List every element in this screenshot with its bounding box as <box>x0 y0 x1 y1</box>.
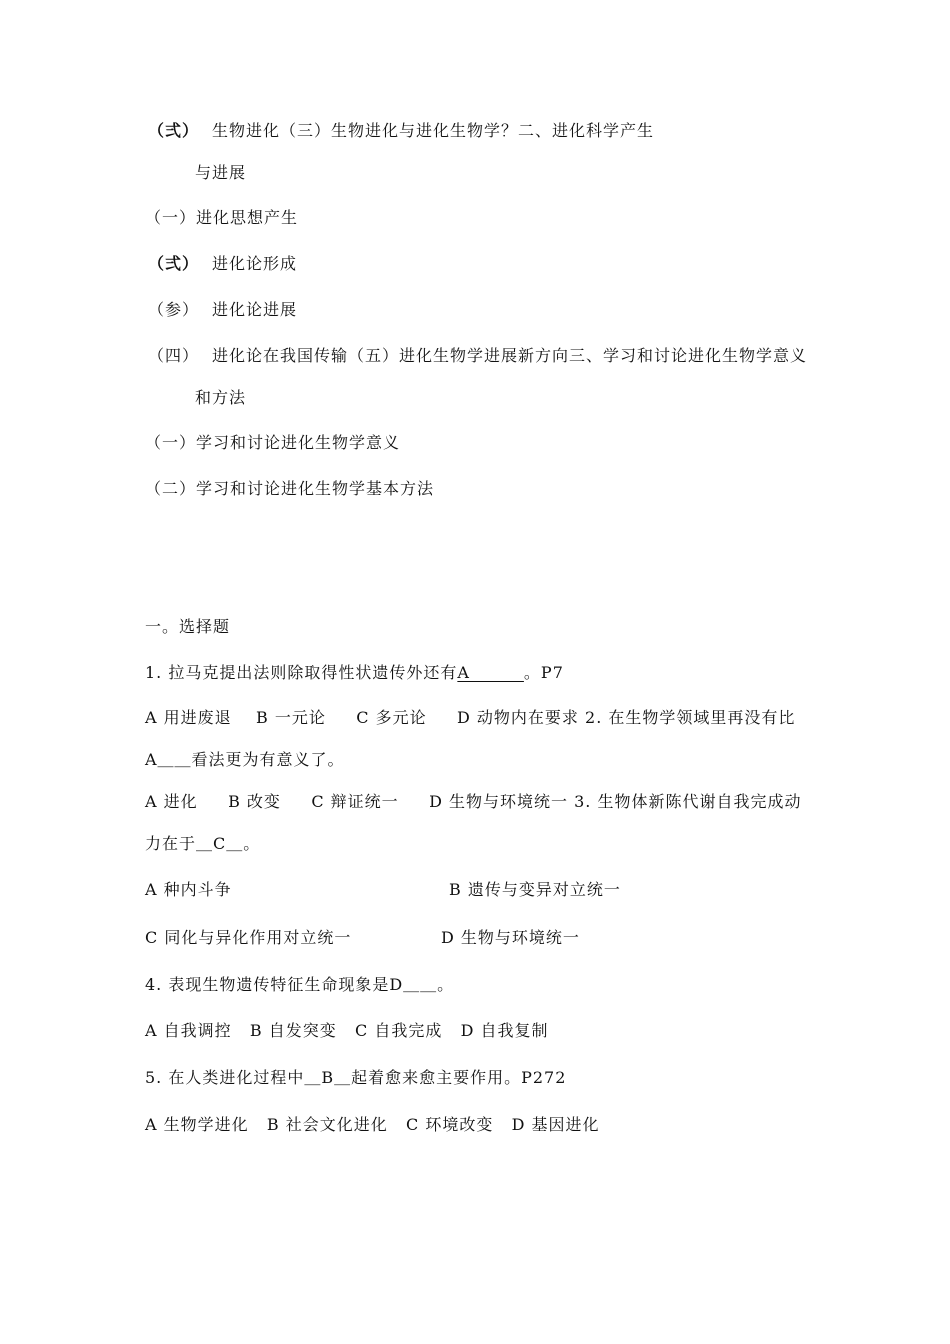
outline-item-text: 进化论在我国传输（五）进化生物学进展新方向三、学习和讨论进化生物学意义 <box>212 346 808 365</box>
outline-item: （一）进化思想产生 <box>145 208 299 227</box>
outline-item-prefix: （弍） <box>148 254 200 273</box>
option-b: B 遗传与变异对立统一 <box>449 880 621 899</box>
question-text: A＿＿看法更为有意义了。 <box>145 750 345 769</box>
outline-item-continuation: 和方法 <box>195 388 247 407</box>
question-text: 1. 拉马克提出法则除取得性状遗传外还有 <box>145 663 458 682</box>
outline-item: （二）学习和讨论进化生物学基本方法 <box>145 479 435 498</box>
question-5: 5. 在人类进化过程中＿B＿起着愈来愈主要作用。P272 <box>145 1068 567 1087</box>
question-1 <box>145 663 564 683</box>
question-options: A 自我调控 B 自发突变 C 自我完成 D 自我复制 <box>145 1021 549 1040</box>
outline-item-text: 进化论形成 <box>212 254 298 273</box>
question-options: A 进化 B 改变 C 辩证统一 D 生物与环境统一 3. 生物体新陈代谢自我完成动 <box>145 792 802 811</box>
question-text: 力在于＿C＿。 <box>145 834 261 853</box>
option-a: A 种内斗争 <box>145 880 232 899</box>
outline-item-continuation: 与进展 <box>195 163 247 182</box>
option-c: C 同化与异化作用对立统一 <box>145 928 352 947</box>
question-options: A 用进废退 B 一元论 C 多元论 D 动物内在要求 2. 在生物学领域里再没有比 <box>145 708 796 727</box>
option-d: D 生物与环境统一 <box>441 928 580 947</box>
question-suffix: 。P7 <box>523 663 564 682</box>
outline-item-text: 进化论进展 <box>212 300 298 319</box>
outline-item-prefix: （参） <box>148 300 200 319</box>
answer-blank: A______ <box>457 663 524 682</box>
outline-item-prefix: （弍） <box>148 121 200 140</box>
outline-item: （一）学习和讨论进化生物学意义 <box>145 433 401 452</box>
question-4: 4. 表现生物遗传特征生命现象是D＿＿。 <box>145 975 455 994</box>
outline-item-text: 生物进化（三）生物进化与进化生物学？二、进化科学产生 <box>212 121 655 140</box>
section-heading: 一。选择题 <box>145 617 231 636</box>
outline-item-prefix: （四） <box>148 346 200 365</box>
question-options: A 生物学进化 B 社会文化进化 C 环境改变 D 基因进化 <box>145 1115 600 1134</box>
